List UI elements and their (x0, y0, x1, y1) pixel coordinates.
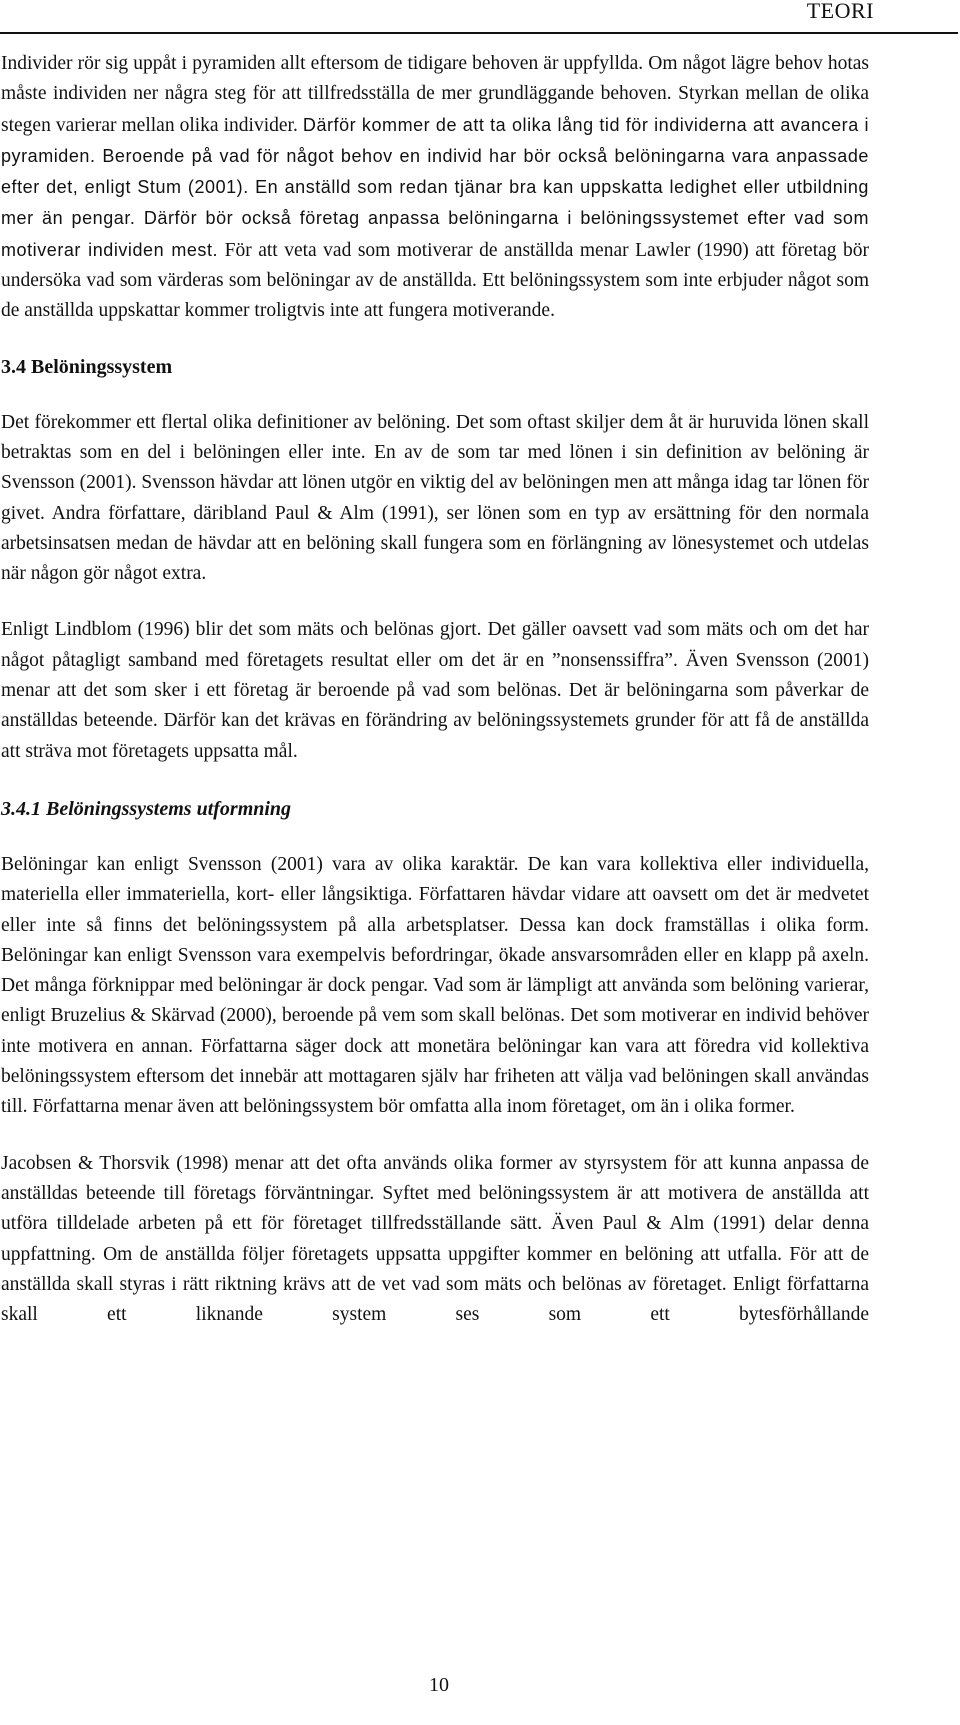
header-rule (0, 32, 958, 34)
section-heading-3-4-1: 3.4.1 Belöningssystems utformning (1, 797, 292, 820)
section-heading-3-4: 3.4 Belöningssystem (1, 355, 173, 378)
body-text (1, 49, 869, 1330)
paragraph-pyramid-sans: Därför kommer de att ta olika lång tid för individerna att avancera i pyramiden. Beroende på vad för något behov en individ har bör också belöningarna vara anpassade efter det, enligt Stum (2001). En anställd som redan tjänar bra kan uppskatta ledighet eller utbildning mer än pengar. Därför bör också företag anpassa belöningarna i belöningssystemet efter vad som motiverar individen mest. (1, 114, 870, 260)
paragraph-definitions: Det förekommer ett flertal olika definitioner av belöning. Det som oftast skiljer dem åt är huruvida lönen skall betraktas som en del i belöningen eller inte. En av de som tar med lönen i sin definition av belöning är Svensson (2001). Svensson hävdar att lönen utgör en viktig del av belöningen men att många idag tar lönen för givet. Andra författare, däribland Paul & Alm (1991), ser lönen som en typ av ersättning för den normala arbetsinsatsen medan de hävdar att en belöning skall fungera som en förlängning av lönesystemet och utdelas när någon gör något extra. (1, 411, 869, 585)
spacer (1, 327, 869, 352)
spacer (1, 767, 869, 794)
spacer (1, 824, 869, 850)
page-number: 10 (429, 1674, 449, 1696)
paragraph-lindblom: Enligt Lindblom (1996) blir det som mäts och belönas gjort. Det gäller oavsett vad som mäts och om det har något påtagligt samband med företagets resultat eller om det är en ”nonsenssiffra”. Även Svensson (2001) menar att det som sker i ett företag är beroende på vad som belönas. Det är belöningarna som påverkar de anställdas beteende. Därför kan det krävas en förändring av belöningssystemets grunder för att få de anställda att sträva mot företagets uppsatta mål. (1, 619, 869, 762)
running-header (0, 0, 960, 34)
spacer (1, 1123, 869, 1149)
paragraph-pyramid-serif: Individer rör sig uppåt i pyramiden allt eftersom de tidigare behoven är uppfyllda. Om något lägre behov hotas måste individen ner några steg för att tillfredsställa de mer grundläggande behoven. Styrkan mellan de olika stegen varierar mellan olika individer. (1, 53, 869, 136)
paragraph-pyramid-tail: För att veta vad som motiverar de anställda menar Lawler (1990) att företag bör undersöka vad som värderas som belöningar av de anställda. Ett belöningssystem som inte erbjuder något som de anställda uppskattar kommer troligtvis inte att fungera motiverande. (1, 239, 870, 322)
paragraph-svensson: Belöningar kan enligt Svensson (2001) vara av olika karaktär. De kan vara kollektiva eller individuella, materiella eller immateriella, kort- eller långsiktiga. Författaren hävdar vidare att oavsett om det är medvetet eller inte så finns det belöningssystem på alla arbetsplatser. Dessa kan dock framställas i olika form. Belöningar kan enligt Svensson vara exempelvis befordringar, ökade ansvarsområden eller en klapp på axeln. Det många förknippar med belöningar är dock pengar. Vad som är lämpligt att använda som belöning varierar, enligt Bruzelius & Skärvad (2000), beroende på vem som skall belönas. Det som motiverar en individ behöver inte motivera en annan. Författarna säger dock att monetära belöningar kan vara att föredra vid kollektiva belöningssystem eftersom det innebär att mottagaren själv har friheten att välja vad belöningen skall användas till. Författarna menar även att belöningssystem bör omfatta alla inom företaget, om än i olika former. (1, 853, 869, 1118)
spacer (1, 382, 869, 408)
spacer (1, 589, 869, 615)
chapter-title: TEORI (806, 0, 874, 23)
paragraph-jacobsen: Jacobsen & Thorsvik (1998) menar att det ofta används olika former av styrsystem för att kunna anpassa de anställdas beteende till företags förväntningar. Syftet med belöningssystem är att motivera de anställda att utföra tilldelade arbeten på ett för företaget tillfredsställande sätt. Även Paul & Alm (1991) delar denna uppfattning. Om de anställda följer företagets uppsatta uppgifter kommer en belöning att utfalla. För att de anställda skall styras i rätt riktning krävs att de vet vad som mäts och belönas av företaget. Enligt författarna skall ett liknande system ses som ett bytesförhållande (1, 1152, 869, 1326)
paragraph-pyramid (1, 49, 869, 327)
